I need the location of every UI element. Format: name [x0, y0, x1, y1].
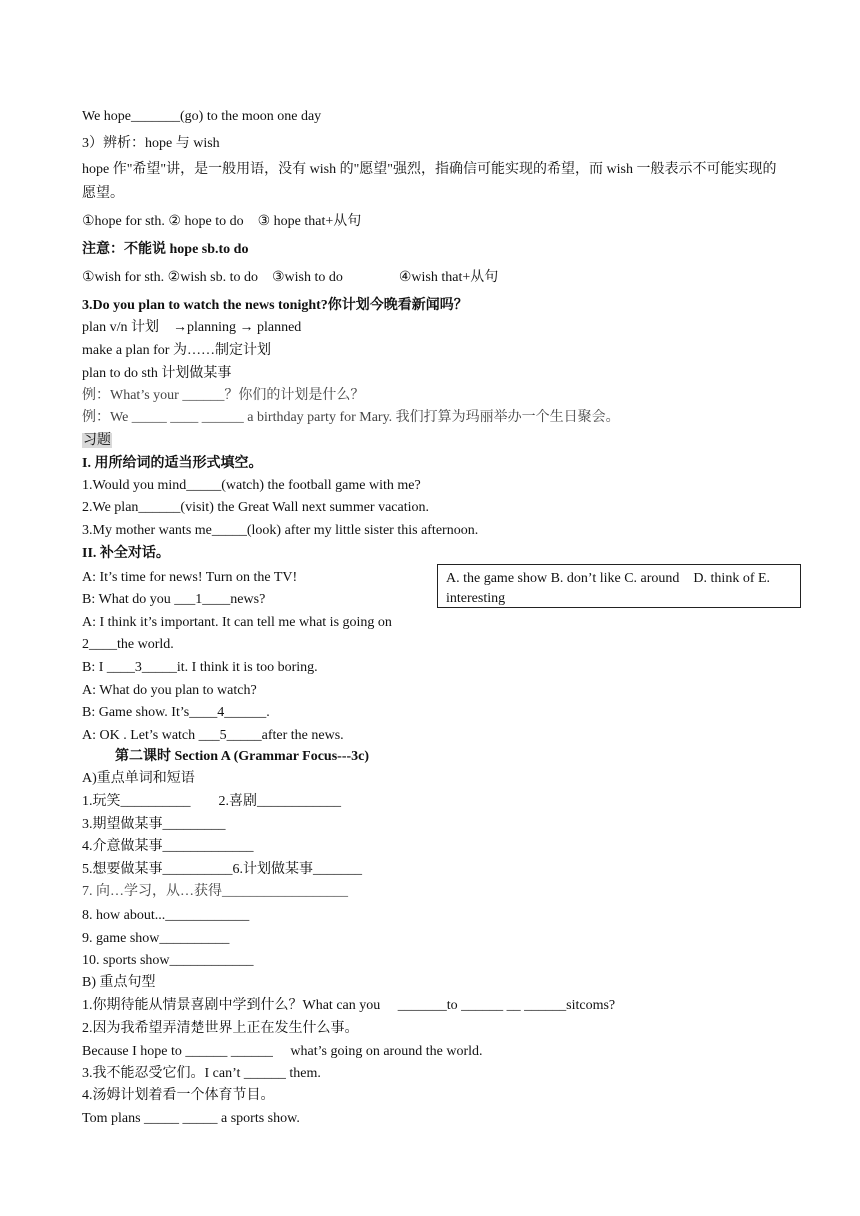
section-heading: 3.Do you plan to watch the news tonight?你计划今晚看新闻吗？	[82, 298, 468, 313]
exercise-item: 1.Would you mind_____(watch) the football game with me?	[82, 478, 421, 493]
vocab-item: 5.想要做某事__________6.计划做某事_______	[82, 862, 362, 877]
section-heading: II. 补全对话。	[82, 546, 170, 561]
vocab-item: 4.介意做某事_____________	[82, 839, 254, 854]
text-line: ①hope for sth. ② hope to do ③ hope that+从句	[82, 214, 362, 229]
vocab-item: 9. game show__________	[82, 931, 230, 946]
sentence-item: 4.汤姆计划着看一个体育节目。	[82, 1088, 275, 1103]
text-line: make a plan for 为……制定计划	[82, 343, 271, 358]
vocab-item: 1.玩笑__________ 2.喜剧____________	[82, 794, 341, 809]
example-line: 例：We _____ ____ ______ a birthday party for Mary. 我们打算为玛丽举办一个生日聚会。	[82, 410, 620, 425]
lesson-heading: 第二课时 Section A (Grammar Focus---3c)	[115, 749, 370, 764]
exercise-item: 3.My mother wants me_____(look) after my little sister this afternoon.	[82, 523, 479, 538]
dialogue-line: B: What do you ___1____news?	[82, 592, 266, 607]
vocab-item: 10. sports show____________	[82, 953, 254, 968]
note-heading: 注意：不能说 hope sb.to do	[82, 242, 249, 257]
text-paragraph: hope 作"希望"讲，是一般用语，没有 wish 的"愿望"强烈，指确信可能实现的希望，而 wish 一般表示不可能实现的愿望。	[82, 162, 777, 201]
dialogue-line: 2____the world.	[82, 637, 174, 652]
dialogue-line: B: Game show. It’s____4______.	[82, 705, 270, 720]
exercise-label	[82, 432, 112, 450]
text-line: plan v/n 计划 →planning → planned	[82, 320, 302, 335]
sentence-item: 3.我不能忍受它们。I can’t ______ them.	[82, 1066, 321, 1081]
dialogue-line: A: What do you plan to watch?	[82, 683, 257, 698]
example-line: 例：What’s your ______？你们的计划是什么？	[82, 388, 365, 403]
sentence-item: 2.因为我希望弄清楚世界上正在发生什么事。	[82, 1021, 359, 1036]
vocab-item: 8. how about...____________	[82, 908, 250, 923]
sentence-item: 1.你期待能从情景喜剧中学到什么？What can you _______to ______ __ ______sitcoms?	[82, 998, 616, 1013]
text-line: ①wish for sth. ②wish sb. to do ③wish to do ④wish that+从句	[82, 270, 499, 285]
dialogue-line: A: I think it’s important. It can tell me what is going on	[82, 615, 392, 630]
dialogue-line: A: OK . Let’s watch ___5_____after the news.	[82, 728, 344, 743]
vocab-item: 7. 向…学习，从…获得__________________	[82, 884, 348, 899]
dialogue-line: B: I ____3_____it. I think it is too boring.	[82, 660, 318, 675]
subsection-heading: B) 重点句型	[82, 975, 156, 990]
text-line: plan to do sth 计划做某事	[82, 366, 232, 381]
subsection-heading: A)重点单词和短语	[82, 771, 195, 786]
exercise-item: 2.We plan______(visit) the Great Wall next summer vacation.	[82, 500, 430, 515]
dialogue-line: A: It’s time for news! Turn on the TV!	[82, 570, 298, 585]
text-line: We hope_______(go) to the moon one day	[82, 109, 322, 124]
sentence-item: Tom plans _____ _____ a sports show.	[82, 1111, 300, 1126]
sentence-item: Because I hope to ______ ______ what’s going on around the world.	[82, 1044, 483, 1059]
options-box: A. the game show B. don’t like C. around D. think of E. interesting	[437, 564, 801, 608]
vocab-item: 3.期望做某事_________	[82, 817, 226, 832]
section-heading: I. 用所给词的适当形式填空。	[82, 456, 263, 471]
text-line: 3）辨析：hope 与 wish	[82, 136, 220, 151]
exercise-highlight: 习题	[83, 433, 111, 448]
